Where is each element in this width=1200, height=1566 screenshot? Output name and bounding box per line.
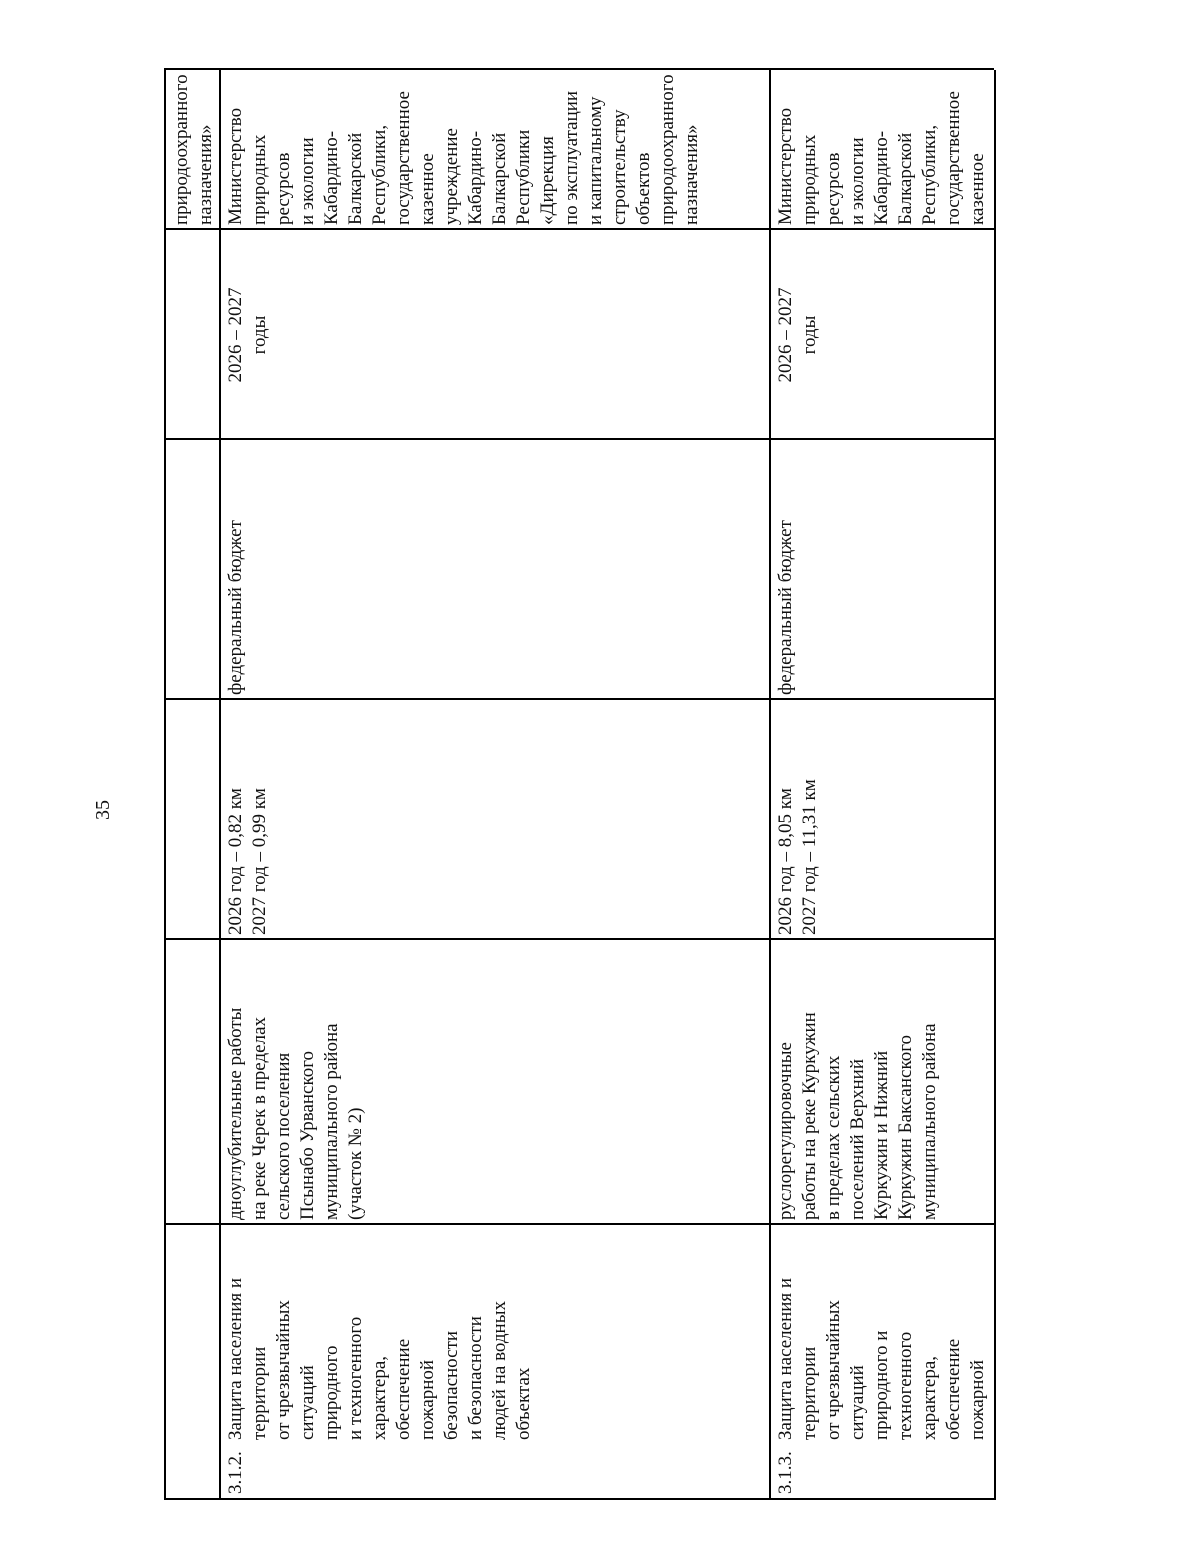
event-cell: дноуглубительные работы на реке Черек в пределах сельского поселения Псынабо Урванского муниципального района (участок № 2) bbox=[225, 1007, 366, 1220]
col-rule bbox=[164, 698, 994, 700]
period-cell: 2026 – 2027 годы bbox=[225, 287, 270, 383]
col-rule bbox=[164, 228, 994, 230]
volume-cell: 2026 год – 0,82 км 2027 год – 0,99 км bbox=[225, 788, 270, 935]
table-border-top bbox=[164, 70, 166, 1500]
source-cell: федеральный бюджет bbox=[225, 520, 246, 695]
page-number: 35 bbox=[92, 800, 114, 820]
col-rule bbox=[164, 438, 994, 440]
period-cell: 2026 – 2027 годы bbox=[775, 287, 820, 383]
col-rule bbox=[164, 1223, 994, 1225]
task-cell: Защита населения и территории от чрезвычайных ситуаций природного и техногенного характера, обеспечение пожарной безопасности и безопасности людей на водных объектах bbox=[225, 1277, 534, 1440]
col-rule bbox=[164, 938, 994, 940]
executor-cell: Министерство природных ресурсов и экологии Кабардино- Балкарской Республики, государственное казенное bbox=[775, 91, 988, 225]
table-rule bbox=[769, 70, 771, 1500]
event-cell: руслорегулировочные работы на реке Куркужин в пределах сельских поселений Верхний Куркужин и Нижний Куркужин Баксанского муниципального района bbox=[775, 1012, 940, 1220]
executor-cell: Министерство природных ресурсов и экологии Кабардино- Балкарской Республики, государственное казенное учреждение Кабардино- Балкарской Республики «Дирекция по эксплуатации и капитальному строительству объектов природоохранного назначения» bbox=[225, 74, 702, 225]
row-number: 3.1.3. bbox=[775, 1451, 796, 1494]
volume-cell: 2026 год – 8,05 км 2027 год – 11,31 км bbox=[775, 779, 820, 935]
table-border-left bbox=[164, 1498, 994, 1500]
document-table bbox=[164, 70, 994, 1500]
row-number: 3.1.2. bbox=[225, 1451, 246, 1494]
source-cell: федеральный бюджет bbox=[775, 520, 796, 695]
table-border-bottom bbox=[994, 70, 996, 1500]
table-rule bbox=[219, 70, 221, 1500]
executor-tail: природоохранного назначения» bbox=[171, 74, 216, 225]
task-cell: Защита населения и территории от чрезвычайных ситуаций природного и техногенного характера, обеспечение пожарной bbox=[775, 1277, 988, 1440]
